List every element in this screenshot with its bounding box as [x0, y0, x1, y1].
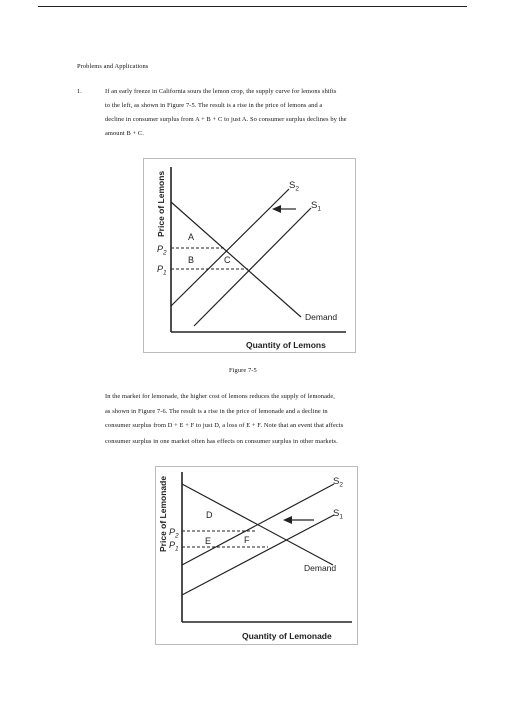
x-axis-label: Quantity of Lemonade — [242, 631, 332, 641]
figure-7-5 — [143, 158, 356, 353]
area-c-label: C — [224, 255, 231, 265]
p1-label: $P_1$ — [157, 264, 167, 277]
demand-label: Demand — [304, 563, 337, 573]
section-heading: Problems and Applications — [77, 63, 149, 70]
s2-label: $S_2$ — [289, 180, 299, 193]
p2-label: $P_2$ — [169, 527, 179, 540]
item1-line: to the left, as shown in Figure 7-5. The result is a rise in the price of lemons and a — [105, 102, 323, 109]
item-number: 1. — [77, 88, 82, 95]
s2-label: $S_2$ — [333, 476, 343, 489]
item1-line: If an early freeze in California sours the lemon crop, the supply curve for lemons shifts — [105, 88, 337, 95]
s1-label: $S_1$ — [333, 508, 343, 521]
para2-line: consumer surplus in one market often has effects on consumer surplus in other markets. — [105, 438, 338, 445]
area-f-label: F — [244, 535, 250, 545]
area-e-label: E — [205, 536, 212, 546]
figure-7-5-graph — [144, 159, 355, 352]
p1-label: $P_1$ — [169, 540, 179, 553]
figure-7-6 — [155, 466, 358, 645]
item1-line: amount B + C. — [105, 130, 144, 137]
shift-arrow-head — [272, 205, 281, 213]
demand-label: Demand — [305, 312, 338, 322]
y-axis-label: Price of Lemons — [156, 170, 166, 237]
figure-7-6-graph — [156, 467, 357, 644]
area-d-label: D — [206, 510, 213, 520]
shift-arrow-head — [283, 516, 292, 524]
area-a-label: A — [188, 232, 195, 242]
p2-label: $P_2$ — [157, 244, 167, 257]
s1-label: $S_1$ — [311, 200, 321, 213]
para2-line: In the market for lemonade, the higher cost of lemons reduces the supply of lemonade, — [105, 393, 335, 400]
figure-7-5-caption: Figure 7-5 — [229, 367, 257, 374]
item1-line: decline in consumer surplus from A + B + C to just A. So consumer surplus declines by the — [105, 116, 347, 123]
para2-line: as shown in Figure 7-6. The result is a rise in the price of lemonade and a decline in — [105, 408, 328, 415]
para2-line: consumer surplus from D + E + F to just D, a loss of E + F. Note that an event that affects — [105, 422, 344, 429]
supply-curve-s1 — [182, 515, 337, 595]
x-axis-label: Quantity of Lemons — [246, 340, 326, 350]
area-b-label: B — [188, 255, 195, 265]
y-axis-label: Price of Lemonade — [158, 475, 168, 552]
top-rule — [38, 6, 467, 7]
